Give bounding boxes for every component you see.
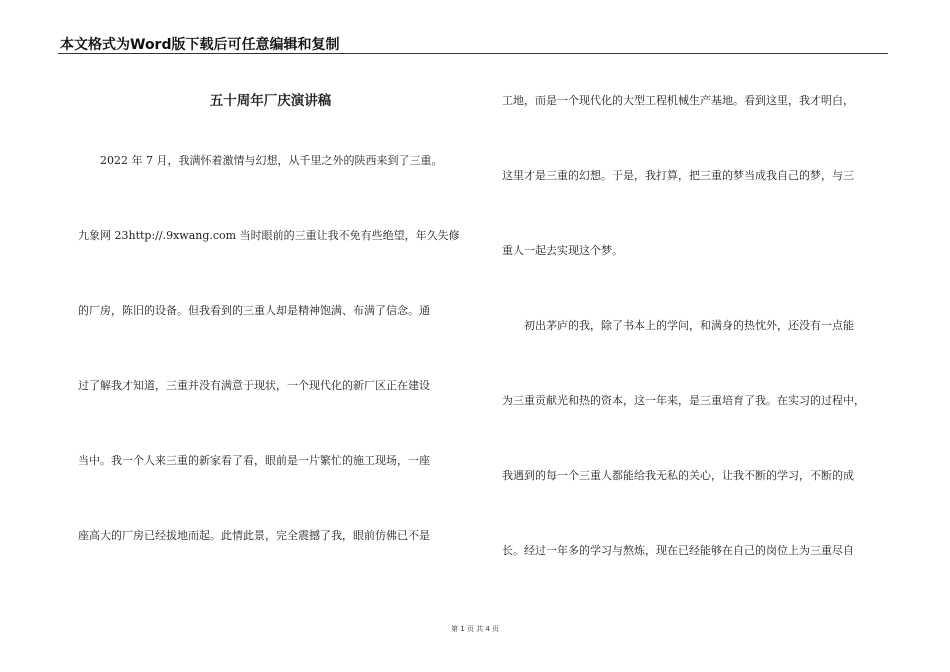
text-line: 工地，而是一个现代化的大型工程机械生产基地。看到这里，我才明白， — [502, 94, 854, 107]
text-line: 2022 年 7 月，我满怀着激情与幻想，从千里之外的陕西来到了三重。 — [78, 154, 443, 167]
text-line: 当中。我一个人来三重的新家看了看，眼前是一片繁忙的施工现场，一座 — [78, 454, 430, 467]
text-line: 为三重贡献光和热的资本，这一年来，是三重培育了我。在实习的过程中， — [502, 394, 865, 407]
text-line: 座高大的厂房已经拔地而起。此情此景，完全震撼了我，眼前仿佛已不是 — [78, 529, 430, 542]
text-line: 初出茅庐的我，除了书本上的学问，和满身的热忱外，还没有一点能 — [502, 319, 854, 332]
document-title: 五十周年厂庆演讲稿 — [209, 93, 332, 109]
text-line: 的厂房，陈旧的设备。但我看到的三重人却是精神饱满、布满了信念。通 — [78, 304, 430, 317]
text-line: 过了解我才知道，三重并没有满意于现状，一个现代化的新厂区正在建设 — [78, 379, 430, 392]
text-line: 重人一起去实现这个梦。 — [502, 244, 623, 257]
download-notice-header: 本文格式为Word版下载后可任意编辑和复制 — [60, 37, 340, 53]
page-number-footer: 第 1 页 共 4 页 — [450, 625, 500, 633]
header-divider — [58, 53, 888, 54]
text-line: 九象网 23http://.9xwang.com 当时眼前的三重让我不免有些绝望，年久失修 — [78, 229, 460, 242]
text-line: 这里才是三重的幻想。于是，我打算，把三重的梦当成我自己的梦，与三 — [502, 169, 854, 182]
text-line: 我遇到的每一个三重人都能给我无私的关心，让我不断的学习，不断的成 — [502, 469, 854, 482]
text-line: 长。经过一年多的学习与熬炼，现在已经能够在自己的岗位上为三重尽自 — [502, 544, 854, 557]
left-column — [78, 90, 463, 542]
